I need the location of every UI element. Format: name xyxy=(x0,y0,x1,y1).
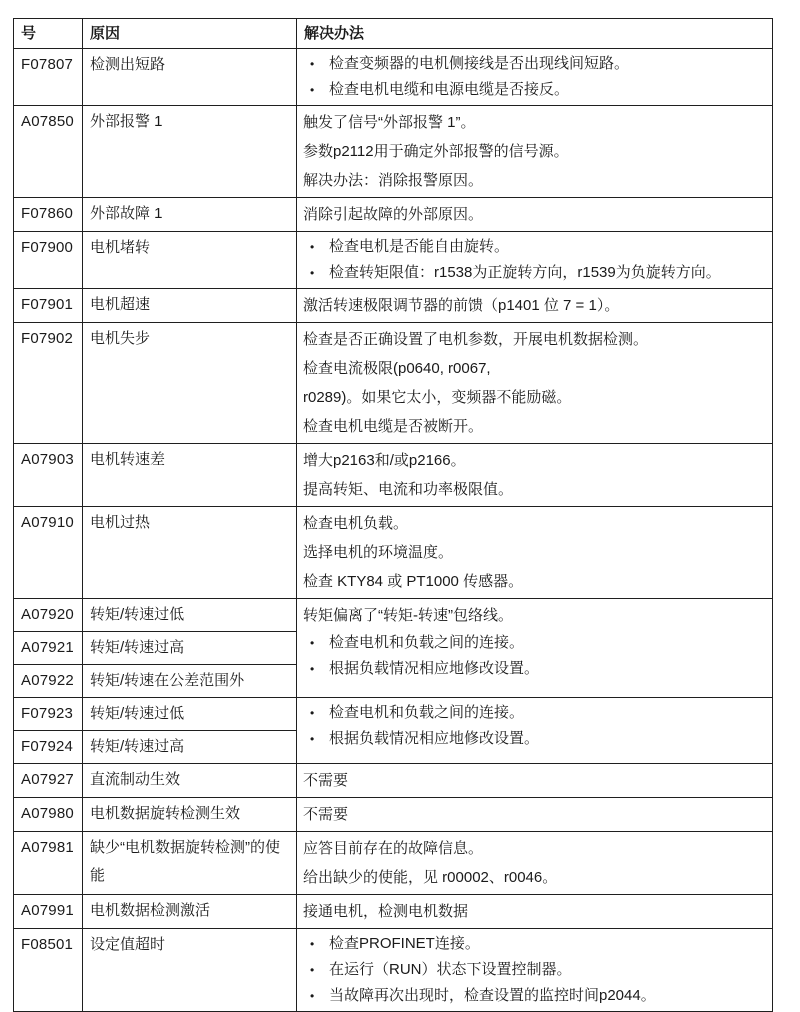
bullet-icon: • xyxy=(310,266,315,280)
fault-row xyxy=(14,895,773,929)
bullet-icon: • xyxy=(310,989,315,1003)
fault-solution-cell xyxy=(297,232,773,289)
solution-bullet-text: 在运行（RUN）状态下设置控制器。 xyxy=(329,961,572,978)
fault-code-cell: A07981 xyxy=(14,832,83,895)
solution-paragraph: 解决办法：消除报警原因。 xyxy=(303,172,484,189)
solution-bullet-text: 检查电机和负载之间的连接。 xyxy=(329,634,525,651)
fault-code-cell: F07900 xyxy=(14,232,83,289)
solution-paragraph: 接通电机，检测电机数据 xyxy=(303,903,469,920)
fault-row xyxy=(14,929,773,1012)
fault-cause-cell: 转矩/转速过低 xyxy=(83,599,297,632)
solution-bullet-item xyxy=(303,656,766,682)
fault-code-cell: A07903 xyxy=(14,444,83,507)
bullet-icon: • xyxy=(310,83,315,97)
solution-bullet-item xyxy=(303,51,766,77)
bullet-icon: • xyxy=(310,636,315,650)
solution-paragraph: 转矩偏离了“转矩-转速”包络线。 xyxy=(303,607,513,624)
fault-cause-cell: 转矩/转速过低 xyxy=(83,698,297,731)
fault-cause-cell: 电机转速差 xyxy=(83,444,297,507)
fault-solution-cell xyxy=(297,289,773,323)
solution-paragraph: 增大p2163和/或p2166。 xyxy=(303,452,466,469)
fault-solution-cell xyxy=(297,599,773,698)
solution-bullet-item xyxy=(303,700,766,726)
solution-paragraph: 不需要 xyxy=(303,806,349,823)
fault-solution-cell xyxy=(297,49,773,106)
bullet-icon: • xyxy=(310,57,315,71)
fault-cause-cell: 直流制动生效 xyxy=(83,764,297,798)
fault-code-cell: F07924 xyxy=(14,731,83,764)
fault-code-cell: F07860 xyxy=(14,198,83,232)
header-col-solution: 解决办法 xyxy=(297,19,773,49)
solution-paragraph: 检查是否正确设置了电机参数，开展电机数据检测。 xyxy=(303,331,649,348)
solution-bullet-text: 检查PROFINET连接。 xyxy=(329,935,480,952)
fault-row xyxy=(14,49,773,106)
fault-row xyxy=(14,232,773,289)
fault-row xyxy=(14,599,773,632)
solution-paragraph: 触发了信号“外部报警 1”。 xyxy=(303,114,476,131)
fault-solution-cell xyxy=(297,444,773,507)
fault-cause-cell: 电机堵转 xyxy=(83,232,297,289)
fault-row xyxy=(14,764,773,798)
bullet-icon: • xyxy=(310,963,315,977)
solution-paragraph: 检查电机电缆是否被断开。 xyxy=(303,418,484,435)
bullet-icon: • xyxy=(310,732,315,746)
solution-paragraph: 不需要 xyxy=(303,772,349,789)
solution-bullet-text: 检查电机电缆和电源电缆是否接反。 xyxy=(329,81,570,98)
fault-row xyxy=(14,106,773,198)
solution-bullet-item xyxy=(303,77,766,103)
fault-row xyxy=(14,798,773,832)
solution-paragraph: 选择电机的环境温度。 xyxy=(303,544,454,561)
fault-solution-cell xyxy=(297,798,773,832)
bullet-icon: • xyxy=(310,240,315,254)
fault-row xyxy=(14,198,773,232)
solution-paragraph: 检查电机负载。 xyxy=(303,515,409,532)
header-col-cause: 原因 xyxy=(83,19,297,49)
fault-table xyxy=(13,18,773,1012)
solution-bullet-item xyxy=(303,983,766,1009)
solution-bullet-text: 检查变频器的电机侧接线是否出现线间短路。 xyxy=(329,55,630,72)
fault-solution-cell xyxy=(297,929,773,1012)
solution-paragraph: 应答目前存在的故障信息。 xyxy=(303,840,484,857)
fault-row xyxy=(14,289,773,323)
fault-cause-cell: 电机过热 xyxy=(83,507,297,599)
solution-paragraph: 激活转速极限调节器的前馈（p1401 位 7 = 1）。 xyxy=(303,297,620,314)
solution-paragraph: 检查 KTY84 或 PT1000 传感器。 xyxy=(303,573,524,590)
fault-code-cell: A07991 xyxy=(14,895,83,929)
fault-row xyxy=(14,444,773,507)
solution-bullet-item xyxy=(303,234,766,260)
bullet-icon: • xyxy=(310,937,315,951)
fault-solution-cell xyxy=(297,764,773,798)
fault-solution-cell xyxy=(297,323,773,444)
fault-cause-cell: 电机数据旋转检测生效 xyxy=(83,798,297,832)
fault-code-cell: A07850 xyxy=(14,106,83,198)
fault-code-cell: A07922 xyxy=(14,665,83,698)
fault-row xyxy=(14,698,773,731)
fault-table-body xyxy=(14,49,773,1012)
fault-row xyxy=(14,323,773,444)
solution-paragraph: 提高转矩、电流和功率极限值。 xyxy=(303,481,514,498)
solution-bullet-item xyxy=(303,931,766,957)
bullet-icon: • xyxy=(310,662,315,676)
fault-cause-cell: 转矩/转速过高 xyxy=(83,731,297,764)
fault-cause-cell: 检测出短路 xyxy=(83,49,297,106)
fault-solution-cell xyxy=(297,106,773,198)
solution-bullet-text: 根据负载情况相应地修改设置。 xyxy=(329,660,540,677)
header-col-number: 号 xyxy=(14,19,83,49)
solution-bullet-text: 根据负载情况相应地修改设置。 xyxy=(329,730,540,747)
solution-paragraph: 消除引起故障的外部原因。 xyxy=(303,206,484,223)
table-header-row xyxy=(14,19,773,49)
fault-code-cell: F07902 xyxy=(14,323,83,444)
solution-paragraph: 检查电流极限(p0640, r0067, xyxy=(303,360,491,377)
fault-cause-cell: 缺少“电机数据旋转检测”的使能 xyxy=(83,832,297,895)
solution-paragraph: 参数p2112用于确定外部报警的信号源。 xyxy=(303,143,569,160)
fault-cause-cell: 外部报警 1 xyxy=(83,106,297,198)
fault-solution-cell xyxy=(297,198,773,232)
fault-row xyxy=(14,832,773,895)
fault-code-cell: A07910 xyxy=(14,507,83,599)
fault-code-cell: A07927 xyxy=(14,764,83,798)
fault-code-cell: F07923 xyxy=(14,698,83,731)
fault-cause-cell: 转矩/转速过高 xyxy=(83,632,297,665)
fault-code-cell: F07807 xyxy=(14,49,83,106)
solution-bullet-item xyxy=(303,726,766,752)
fault-cause-cell: 设定值超时 xyxy=(83,929,297,1012)
fault-code-cell: A07980 xyxy=(14,798,83,832)
fault-cause-cell: 外部故障 1 xyxy=(83,198,297,232)
fault-code-cell: F08501 xyxy=(14,929,83,1012)
solution-bullet-text: 当故障再次出现时，检查设置的监控时间p2044。 xyxy=(329,987,656,1004)
solution-bullet-text: 检查电机是否能自由旋转。 xyxy=(329,238,510,255)
fault-row xyxy=(14,507,773,599)
fault-solution-cell xyxy=(297,832,773,895)
bullet-icon: • xyxy=(310,706,315,720)
solution-bullet-item xyxy=(303,630,766,656)
solution-bullet-item xyxy=(303,957,766,983)
fault-code-cell: A07921 xyxy=(14,632,83,665)
solution-paragraph: r0289)。如果它太小，变频器不能励磁。 xyxy=(303,389,572,406)
solution-paragraph: 给出缺少的使能，见 r00002、r0046。 xyxy=(303,869,558,886)
solution-bullet-item xyxy=(303,260,766,286)
fault-cause-cell: 电机数据检测激活 xyxy=(83,895,297,929)
fault-cause-cell: 电机失步 xyxy=(83,323,297,444)
fault-cause-cell: 转矩/转速在公差范围外 xyxy=(83,665,297,698)
fault-code-cell: A07920 xyxy=(14,599,83,632)
solution-bullet-text: 检查电机和负载之间的连接。 xyxy=(329,704,525,721)
solution-bullet-text: 检查转矩限值：r1538为正旋转方向，r1539为负旋转方向。 xyxy=(329,264,721,281)
fault-solution-cell xyxy=(297,895,773,929)
fault-solution-cell xyxy=(297,507,773,599)
fault-code-cell: F07901 xyxy=(14,289,83,323)
fault-solution-cell xyxy=(297,698,773,764)
fault-cause-cell: 电机超速 xyxy=(83,289,297,323)
